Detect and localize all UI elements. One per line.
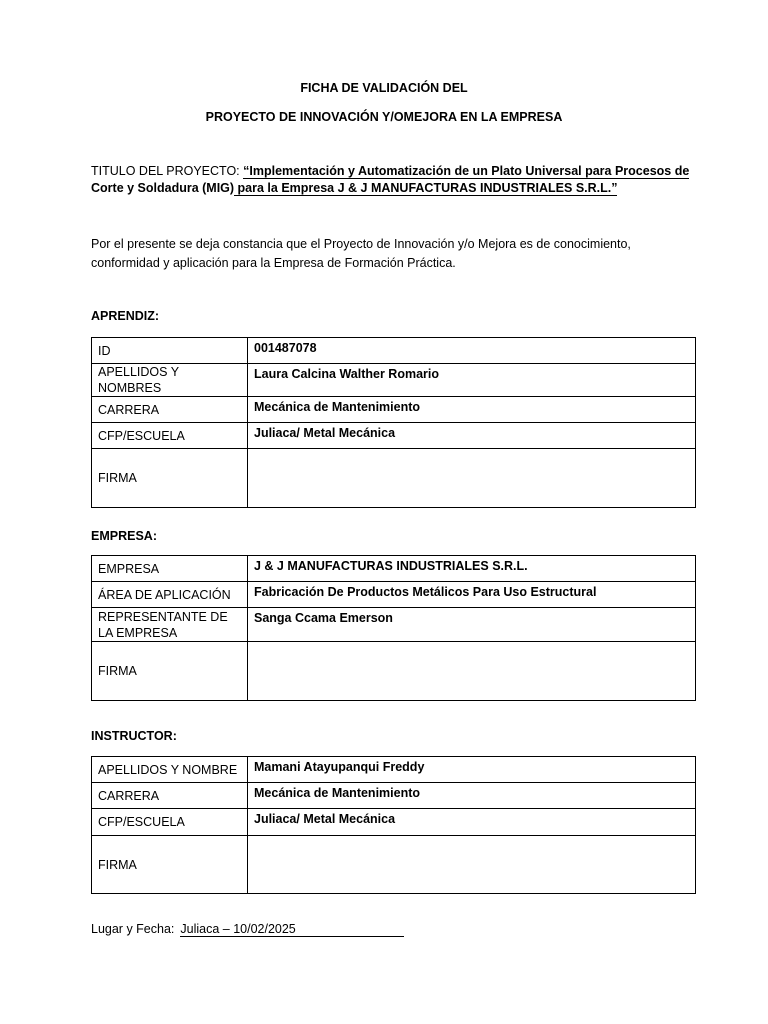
table-row [92,809,696,836]
row-label: APELLIDOS Y NOMBRE [92,757,248,783]
row-value: Fabricación De Productos Metálicos Para Uso Estructural [248,582,696,608]
row-value: Laura Calcina Walther Romario [248,364,696,397]
project-title-block [91,163,691,197]
table-row [92,423,696,449]
doc-heading-line1: FICHA DE VALIDACIÓN DEL [300,81,468,95]
empresa-table [91,555,696,701]
row-value: Mecánica de Mantenimiento [248,397,696,423]
row-value: Juliaca/ Metal Mecánica [248,423,696,449]
table-row [92,364,696,397]
row-label: CARRERA [92,783,248,809]
project-title-text-2a: Corte y Soldadura (MIG) [91,181,235,195]
instructor-table [91,756,696,894]
row-value: Mecánica de Mantenimiento [248,783,696,809]
table-row [92,449,696,508]
table-row [92,608,696,642]
row-label: CFP/ESCUELA [92,423,248,449]
place-date-value[interactable]: Juliaca – 10/02/2025 [180,922,404,937]
project-title-line1 [91,163,691,180]
section-empresa-heading: EMPRESA: [91,529,157,543]
project-title-text-2b: para la Empresa J & J MANUFACTURAS INDUSTRIALES S.R.L.” [234,181,618,195]
row-value: Juliaca/ Metal Mecánica [248,809,696,836]
signature-field[interactable] [248,449,696,508]
row-label: CFP/ESCUELA [92,809,248,836]
place-date-label: Lugar y Fecha: [91,922,175,936]
place-date-line [91,922,404,937]
row-label: APELLIDOS Y NOMBRES [92,364,248,397]
project-title-text-1: “Implementación y Automatización de un Plato Universal para Procesos de [243,164,690,178]
signature-field[interactable] [248,836,696,894]
table-row [92,757,696,783]
table-row [92,642,696,701]
row-value: Sanga Ccama Emerson [248,608,696,642]
statement-paragraph: Por el presente se deja constancia que el Proyecto de Innovación y/o Mejora es de conocimiento, conformidad y aplicación para la Empresa de Formación Práctica. [91,237,631,270]
row-value: Mamani Atayupanqui Freddy [248,757,696,783]
table-row [92,783,696,809]
row-label: ID [92,338,248,364]
table-row [92,556,696,582]
section-instructor-heading: INSTRUCTOR: [91,729,177,743]
row-label: FIRMA [92,449,248,508]
row-value: 001487078 [248,338,696,364]
table-row [92,397,696,423]
row-value: J & J MANUFACTURAS INDUSTRIALES S.R.L. [248,556,696,582]
row-label: EMPRESA [92,556,248,582]
section-aprendiz-heading: APRENDIZ: [91,309,160,323]
table-row [92,338,696,364]
row-label: FIRMA [92,642,248,701]
row-label: FIRMA [92,836,248,894]
doc-heading-line2: PROYECTO DE INNOVACIÓN Y/OMEJORA EN LA EMPRESA [205,110,563,124]
signature-field[interactable] [248,642,696,701]
project-title-label: TITULO DEL PROYECTO: [91,164,244,178]
row-label: REPRESENTANTE DE LA EMPRESA [92,608,248,642]
table-row [92,582,696,608]
aprendiz-table [91,337,696,508]
table-row [92,836,696,894]
row-label: CARRERA [92,397,248,423]
row-label: ÁREA DE APLICACIÓN [92,582,248,608]
